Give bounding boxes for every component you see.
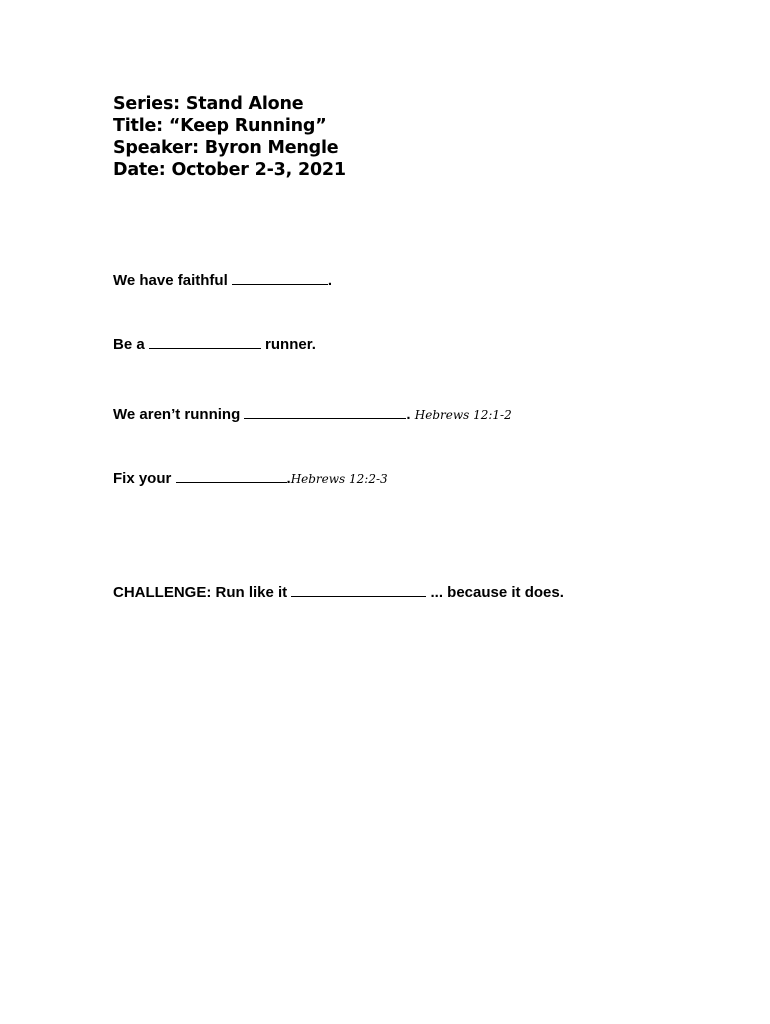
title-line: Title: “Keep Running”	[113, 116, 327, 136]
note-text: runner.	[260, 336, 316, 353]
fill-in-blank	[232, 270, 328, 285]
scripture-reference: Hebrews 12:2-3	[290, 472, 388, 486]
fill-in-blank	[149, 334, 261, 349]
scripture-reference: Hebrews 12:1-2	[414, 408, 512, 422]
speaker-line: Speaker: Byron Mengle	[113, 138, 339, 158]
fill-in-blank	[244, 404, 406, 419]
note-line-1	[113, 270, 332, 290]
note-text: .	[286, 470, 291, 487]
note-text: Fix your	[113, 470, 176, 487]
note-text: We aren’t running	[113, 406, 245, 423]
note-line-2	[113, 334, 316, 354]
note-line-4	[113, 468, 388, 488]
challenge-text: ... because it does.	[426, 584, 564, 601]
note-text: .	[327, 272, 333, 289]
date-line: Date: October 2-3, 2021	[113, 160, 346, 180]
note-line-3	[113, 404, 512, 424]
challenge-line	[113, 582, 564, 602]
note-text: .	[406, 406, 411, 423]
fill-in-blank	[291, 582, 426, 597]
fill-in-blank	[176, 468, 287, 483]
note-text: Be a	[113, 336, 149, 353]
challenge-text: CHALLENGE: Run like it	[113, 584, 292, 601]
note-text: We have faithful	[113, 272, 232, 289]
sermon-header	[113, 93, 346, 181]
series-line: Series: Stand Alone	[113, 94, 304, 114]
